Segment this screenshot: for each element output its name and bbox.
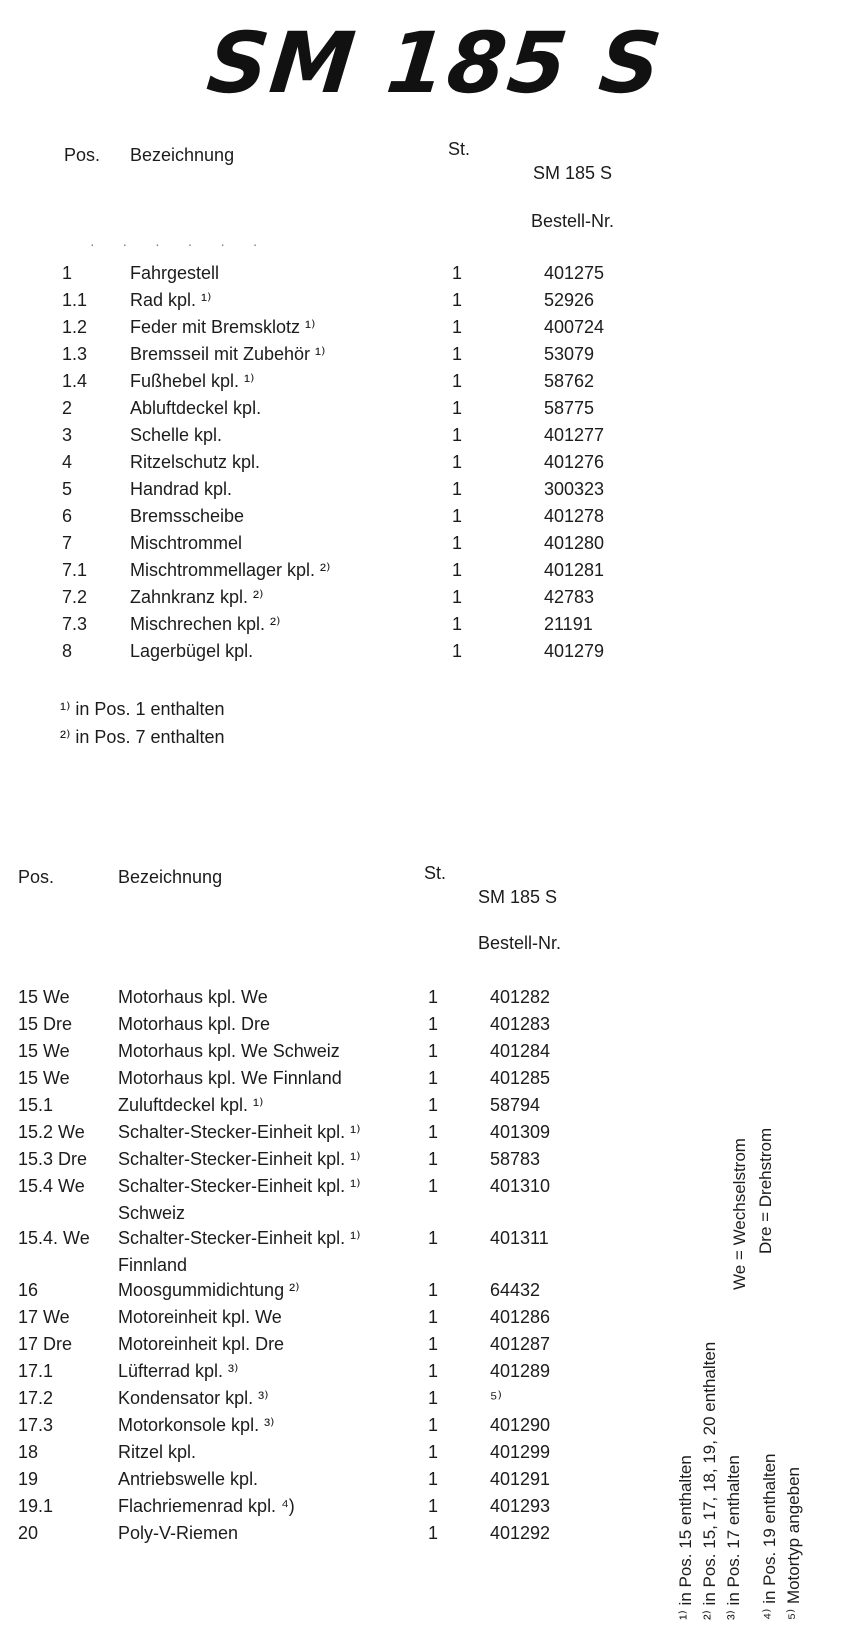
table1-row-pos: 1.1 <box>62 290 88 310</box>
table1-row-desc: Mischtrommel <box>130 533 243 553</box>
table2-row-nr: 401282 <box>490 987 551 1007</box>
table2-row-desc: Motoreinheit kpl. We <box>118 1307 282 1327</box>
table2-row-pos: 15 Dre <box>18 1014 73 1034</box>
table1-row-pos: 7.1 <box>62 560 88 580</box>
table2-row-pos: 19.1 <box>18 1496 54 1516</box>
table1-row-desc: Zahnkranz kpl. ²⁾ <box>130 587 264 607</box>
table2-row-desc: Motoreinheit kpl. Dre <box>118 1334 285 1354</box>
table2-row-desc: Motorkonsole kpl. ³⁾ <box>118 1415 275 1435</box>
table2-row-qty: 1 <box>428 1361 439 1381</box>
table1-header-pos: Pos. <box>64 145 101 165</box>
table1-row-desc: Mischrechen kpl. ²⁾ <box>130 614 281 634</box>
table1-row-qty: 1 <box>452 317 463 337</box>
table1-row-qty: 1 <box>452 479 463 499</box>
table2-row-pos: 15.4 We <box>18 1176 85 1196</box>
table1-footnote-1: ¹⁾ in Pos. 1 enthalten <box>60 699 225 719</box>
table2-row-desc: Motorhaus kpl. We Finnland <box>118 1068 342 1088</box>
table1-row-nr: 21191 <box>544 614 593 634</box>
table1-header-desc: Bezeichnung <box>130 145 235 165</box>
side-note-5: ⁵⁾ Motortyp angeben <box>784 1467 803 1620</box>
table1-row-pos: 6 <box>62 506 73 526</box>
table1-row-desc: Mischtrommellager kpl. ²⁾ <box>130 560 331 580</box>
table1-row-qty: 1 <box>452 263 463 283</box>
table2-row-nr: 401292 <box>490 1523 551 1543</box>
table2-row-qty: 1 <box>428 1469 439 1489</box>
table1-row-desc: Feder mit Bremsklotz ¹⁾ <box>130 317 316 337</box>
table2-row-nr: 401286 <box>490 1307 551 1327</box>
table2-row-desc: Moosgummidichtung ²⁾ <box>118 1280 300 1300</box>
table1-row-desc: Fußhebel kpl. ¹⁾ <box>130 371 255 391</box>
table2-row-desc: Motorhaus kpl. Dre <box>118 1014 271 1034</box>
table2-row-nr: 401283 <box>490 1014 551 1034</box>
table2-row-qty: 1 <box>428 1334 439 1354</box>
table1-row-qty: 1 <box>452 614 463 634</box>
table1-row-pos: 5 <box>62 479 73 499</box>
table2-row-qty: 1 <box>428 1280 439 1300</box>
table2-row-qty: 1 <box>428 1176 439 1196</box>
table1-row-qty: 1 <box>452 371 463 391</box>
table2-row-qty: 1 <box>428 1415 439 1435</box>
table1-row-desc: Rad kpl. ¹⁾ <box>130 290 212 310</box>
table1-row-qty: 1 <box>452 452 463 472</box>
table2-row-nr: 401291 <box>490 1469 551 1489</box>
table2-row-desc: Motorhaus kpl. We <box>118 987 268 1007</box>
table1-row-pos: 1.2 <box>62 317 88 337</box>
table2-row-pos: 17.3 <box>18 1415 54 1435</box>
table1-row-nr: 42783 <box>544 587 595 607</box>
table2-header-pos: Pos. <box>18 867 55 887</box>
table2-row-pos: 18 <box>18 1442 39 1462</box>
table2-row-pos: 15.4. We <box>18 1228 90 1248</box>
table2-row-qty: 1 <box>428 1496 439 1516</box>
table2-row-qty: 1 <box>428 1228 439 1248</box>
table2-row-desc: Antriebswelle kpl. <box>118 1469 259 1489</box>
table2-row-pos: 17 We <box>18 1307 70 1327</box>
table2-row-pos: 15 We <box>18 1068 70 1088</box>
table1-row-desc: Schelle kpl. <box>130 425 223 445</box>
table1-footnote-2: ²⁾ in Pos. 7 enthalten <box>60 727 225 747</box>
table2-row-pos: 16 <box>18 1280 39 1300</box>
table1-row-nr: 52926 <box>544 290 595 310</box>
table1-row-nr: 401280 <box>544 533 605 553</box>
table1-row-pos: 8 <box>62 641 73 661</box>
table2-row-nr: 401293 <box>490 1496 551 1516</box>
table1-row-qty: 1 <box>452 344 463 364</box>
table2-row-qty: 1 <box>428 1095 439 1115</box>
table2-row-desc: Schalter-Stecker-Einheit kpl. ¹⁾ <box>118 1228 361 1248</box>
table1-row-nr: 401277 <box>544 425 605 445</box>
table2-row-pos: 15 We <box>18 1041 70 1061</box>
table1-row-nr: 401279 <box>544 641 605 661</box>
table2-row-desc-continued: Schweiz <box>118 1203 186 1223</box>
table2-row-nr: 401287 <box>490 1334 551 1354</box>
table1-row-desc: Abluftdeckel kpl. <box>130 398 262 418</box>
table2-row-pos: 15.3 Dre <box>18 1149 88 1169</box>
table2-row-qty: 1 <box>428 1523 439 1543</box>
table2-row-nr: 58783 <box>490 1149 541 1169</box>
table2-row-pos: 17.1 <box>18 1361 54 1381</box>
table2-row-desc: Kondensator kpl. ³⁾ <box>118 1388 269 1408</box>
table1-row-pos: 1 <box>62 263 73 283</box>
table1-row-qty: 1 <box>452 506 463 526</box>
table2-row-qty: 1 <box>428 1388 439 1408</box>
table1-row-nr: 300323 <box>544 479 605 499</box>
table1-row-nr: 401278 <box>544 506 605 526</box>
table2-row-desc: Schalter-Stecker-Einheit kpl. ¹⁾ <box>118 1176 361 1196</box>
table2-header-desc: Bezeichnung <box>118 867 223 887</box>
table1-row-pos: 3 <box>62 425 73 445</box>
table1-row-nr: 401281 <box>544 560 605 580</box>
table2-row-nr: 401285 <box>490 1068 551 1088</box>
table1-row-qty: 1 <box>452 560 463 580</box>
table2-row-nr: 401290 <box>490 1415 551 1435</box>
table1-header-qty: St. <box>448 139 471 159</box>
table2-row-desc: Flachriemenrad kpl. ⁴) <box>118 1496 295 1516</box>
table1-row-desc: Handrad kpl. <box>130 479 233 499</box>
table1-row-nr: 401275 <box>544 263 605 283</box>
table2-row-nr: 401311 <box>490 1228 549 1248</box>
side-note-1: ¹⁾ in Pos. 15 enthalten <box>676 1455 695 1620</box>
table2-row-nr: 401309 <box>490 1122 551 1142</box>
table2-row-nr: 401289 <box>490 1361 551 1381</box>
table2-row-pos: 20 <box>18 1523 39 1543</box>
table2-row-qty: 1 <box>428 1041 439 1061</box>
table1-row-nr: 53079 <box>544 344 595 364</box>
table1-row-desc: Bremsscheibe <box>130 506 245 526</box>
table2-row-qty: 1 <box>428 1122 439 1142</box>
table1-row-qty: 1 <box>452 425 463 445</box>
table2-row-nr: 401299 <box>490 1442 551 1462</box>
table1-row-pos: 1.4 <box>62 371 88 391</box>
table2-row-pos: 15.1 <box>18 1095 54 1115</box>
table2-row-desc: Ritzel kpl. <box>118 1442 197 1462</box>
table2-header-order: Bestell-Nr. <box>478 933 562 953</box>
table2-row-pos: 17 Dre <box>18 1334 73 1354</box>
table1-row-pos: 7.2 <box>62 587 88 607</box>
table1-header-model: SM 185 S <box>533 163 613 183</box>
table2-row-desc: Zuluftdeckel kpl. ¹⁾ <box>118 1095 264 1115</box>
table1-header-order: Bestell-Nr. <box>531 211 615 231</box>
table1-row-desc: Fahrgestell <box>130 263 220 283</box>
side-note-3: ³⁾ in Pos. 17 enthalten <box>724 1455 743 1620</box>
table2-row-pos: 19 <box>18 1469 39 1489</box>
table1-row-qty: 1 <box>452 290 463 310</box>
table1-row-nr: 400724 <box>544 317 605 337</box>
side-note-4: ⁴⁾ in Pos. 19 enthalten <box>760 1453 779 1620</box>
table2-row-desc: Schalter-Stecker-Einheit kpl. ¹⁾ <box>118 1122 361 1142</box>
table2-row-qty: 1 <box>428 1014 439 1034</box>
legend-dre: Dre = Drehstrom <box>756 1127 775 1254</box>
table2-row-desc-continued: Finnland <box>118 1255 188 1275</box>
table2-row-nr: ⁵⁾ <box>490 1388 502 1408</box>
table1-row-pos: 4 <box>62 452 73 472</box>
table1-row-desc: Ritzelschutz kpl. <box>130 452 261 472</box>
table2-row-qty: 1 <box>428 1442 439 1462</box>
table1-row-qty: 1 <box>452 587 463 607</box>
table2-row-pos: 17.2 <box>18 1388 54 1408</box>
table1-row-nr: 58762 <box>544 371 595 391</box>
table2-header-model: SM 185 S <box>478 887 558 907</box>
table2-row-pos: 15 We <box>18 987 70 1007</box>
table2-row-desc: Motorhaus kpl. We Schweiz <box>118 1041 340 1061</box>
side-note-2: ²⁾ in Pos. 15, 17, 18, 19, 20 enthalten <box>700 1341 719 1620</box>
legend-we: We = Wechselstrom <box>730 1138 749 1290</box>
table1-row-qty: 1 <box>452 641 463 661</box>
table1-row-nr: 401276 <box>544 452 605 472</box>
page-title: SM 185 S <box>202 14 668 112</box>
table1-row-nr: 58775 <box>544 398 595 418</box>
table2-row-pos: 15.2 We <box>18 1122 85 1142</box>
table1-row-pos: 7 <box>62 533 73 553</box>
table2-row-nr: 401284 <box>490 1041 551 1061</box>
table2-row-nr: 58794 <box>490 1095 541 1115</box>
table2-row-nr: 64432 <box>490 1280 541 1300</box>
table1-row-pos: 7.3 <box>62 614 88 634</box>
table2-row-nr: 401310 <box>490 1176 551 1196</box>
table1-row-qty: 1 <box>452 533 463 553</box>
table2-row-desc: Poly-V-Riemen <box>118 1523 239 1543</box>
table2-row-qty: 1 <box>428 1149 439 1169</box>
table2-row-qty: 1 <box>428 987 439 1007</box>
table2-header-qty: St. <box>424 863 447 883</box>
table2-row-qty: 1 <box>428 1068 439 1088</box>
table2-row-desc: Schalter-Stecker-Einheit kpl. ¹⁾ <box>118 1149 361 1169</box>
table1-row-pos: 2 <box>62 398 73 418</box>
table1-row-pos: 1.3 <box>62 344 88 364</box>
table2-row-desc: Lüfterrad kpl. ³⁾ <box>118 1361 239 1381</box>
table1-row-qty: 1 <box>452 398 463 418</box>
table2-row-qty: 1 <box>428 1307 439 1327</box>
table1-row-desc: Bremsseil mit Zubehör ¹⁾ <box>130 344 326 364</box>
table1-row-desc: Lagerbügel kpl. <box>130 641 254 661</box>
scan-dots: · · · · · · <box>90 236 270 252</box>
